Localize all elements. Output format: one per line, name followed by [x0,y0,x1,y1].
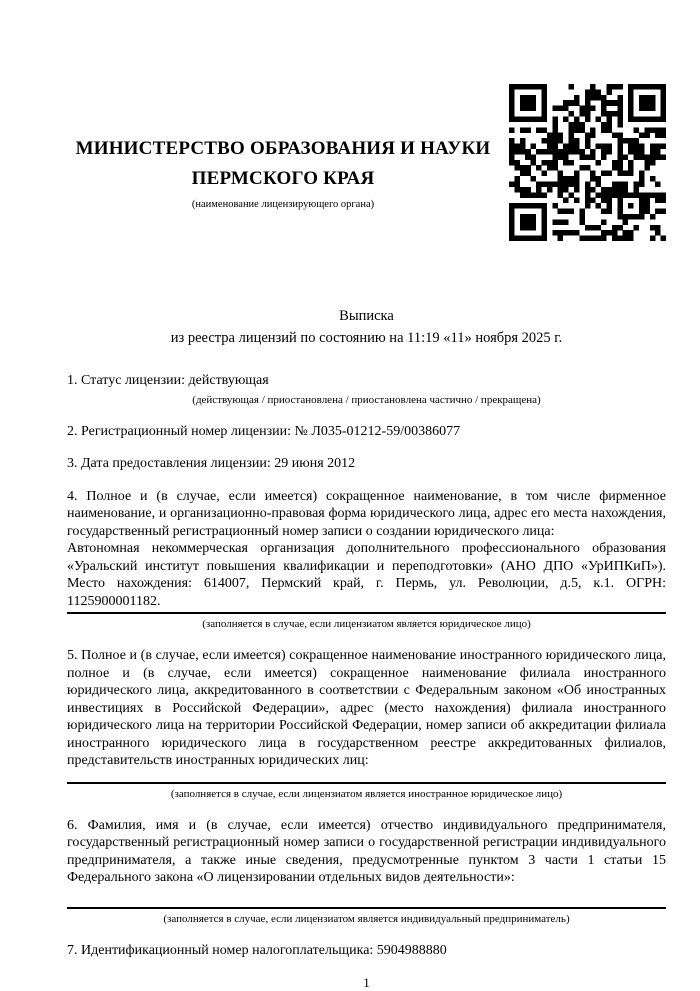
item-taxpayer-number [67,942,666,960]
item-individual-entrepreneur [67,817,666,927]
document-title [67,305,666,349]
item-text: 4. Полное и (в случае, если имеется) сокращенное наименование, в том числе фирменное наименование, и организационно-правовая форма юридического лица, адрес его места нахождения, государственный регистрационный номер записи о создании юридического лица: [67,488,666,539]
item-text: 1. Статус лицензии: действующая [67,373,269,388]
document-header [67,84,666,241]
ministry-name-line1: МИНИСТЕРСТВО ОБРАЗОВАНИЯ И НАУКИ [75,138,491,159]
document-title-line1: Выписка [339,308,394,324]
ministry-name-line2: ПЕРМСКОГО КРАЯ [191,168,375,189]
fill-line [67,612,666,614]
qr-code-icon [509,84,666,241]
document-title-line2: из реестра лицензий по состоянию на 11:19 «11» ноября 2025 г. [170,330,563,346]
qr-code-container [509,84,666,241]
item-foreign-entity [67,647,666,802]
item-text: 3. Дата предоставления лицензии: 29 июня 2012 [67,456,356,471]
fill-line [67,907,666,909]
item-license-date [67,455,666,473]
item-caption: (заполняется в случае, если лицензиатом является индивидуальный предприниматель) [163,912,570,925]
item-text: 2. Регистрационный номер лицензии: № Л035-01212-59/00386077 [67,423,461,439]
item-registration-number [67,423,666,441]
item-text: 6. Фамилия, имя и (в случае, если имеется) отчество индивидуального предпринимателя, государственный регистрационный номер записи о государственной регистрации индивидуального предпринимателя, а также иные сведения, предусмотренные пунктом 3 части 1 статьи 15 Федерального закона «О лицензировании отдельных видов деятельности»: [67,817,666,885]
item-text: 7. Идентификационный номер налогоплательщика: 5904988880 [67,942,447,958]
item-text: 5. Полное и (в случае, если имеется) сокращенное наименование иностранного юридического лица, полное и (в случае, если имеется) сокращенное наименование филиала иностранного юридического лица, аккредитованного в соответствии с Федеральным законом «Об иностранных инвестициях в Российской Федерации», адрес (место нахождения) филиала иностранного юридического лица на территории Российской Федерации, номер записи об аккредитации филиала иностранного юридического лица в государственном реестре аккредитованных филиалов, представительств иностранных юридических лиц: [67,648,666,768]
item-caption: (заполняется в случае, если лицензиатом является иностранное юридическое лицо) [170,787,563,800]
ministry-name [67,134,499,194]
licensing-authority-block [67,84,509,210]
item-legal-entity [67,488,666,633]
page-number: 1 [363,975,370,990]
item-license-status [67,372,666,408]
ministry-caption: (наименование лицензирующего органа) [191,199,375,210]
item-caption: (действующая / приостановлена / приостановлена частично / прекращена) [192,393,541,406]
item-value: Автономная некоммерческая организация дополнительного профессионального образования «Уральский институт повышения квалификации и переподготовки» (АНО ДПО «УрИПКиП»). Место нахождения: 614007, Пермский край, г. Пермь, ул. Революции, д.5, к.1. ОГРН: 1125900001182. [67,541,666,609]
items-list [67,372,666,959]
item-caption: (заполняется в случае, если лицензиатом является юридическое лицо) [202,618,531,630]
fill-line [67,782,666,784]
